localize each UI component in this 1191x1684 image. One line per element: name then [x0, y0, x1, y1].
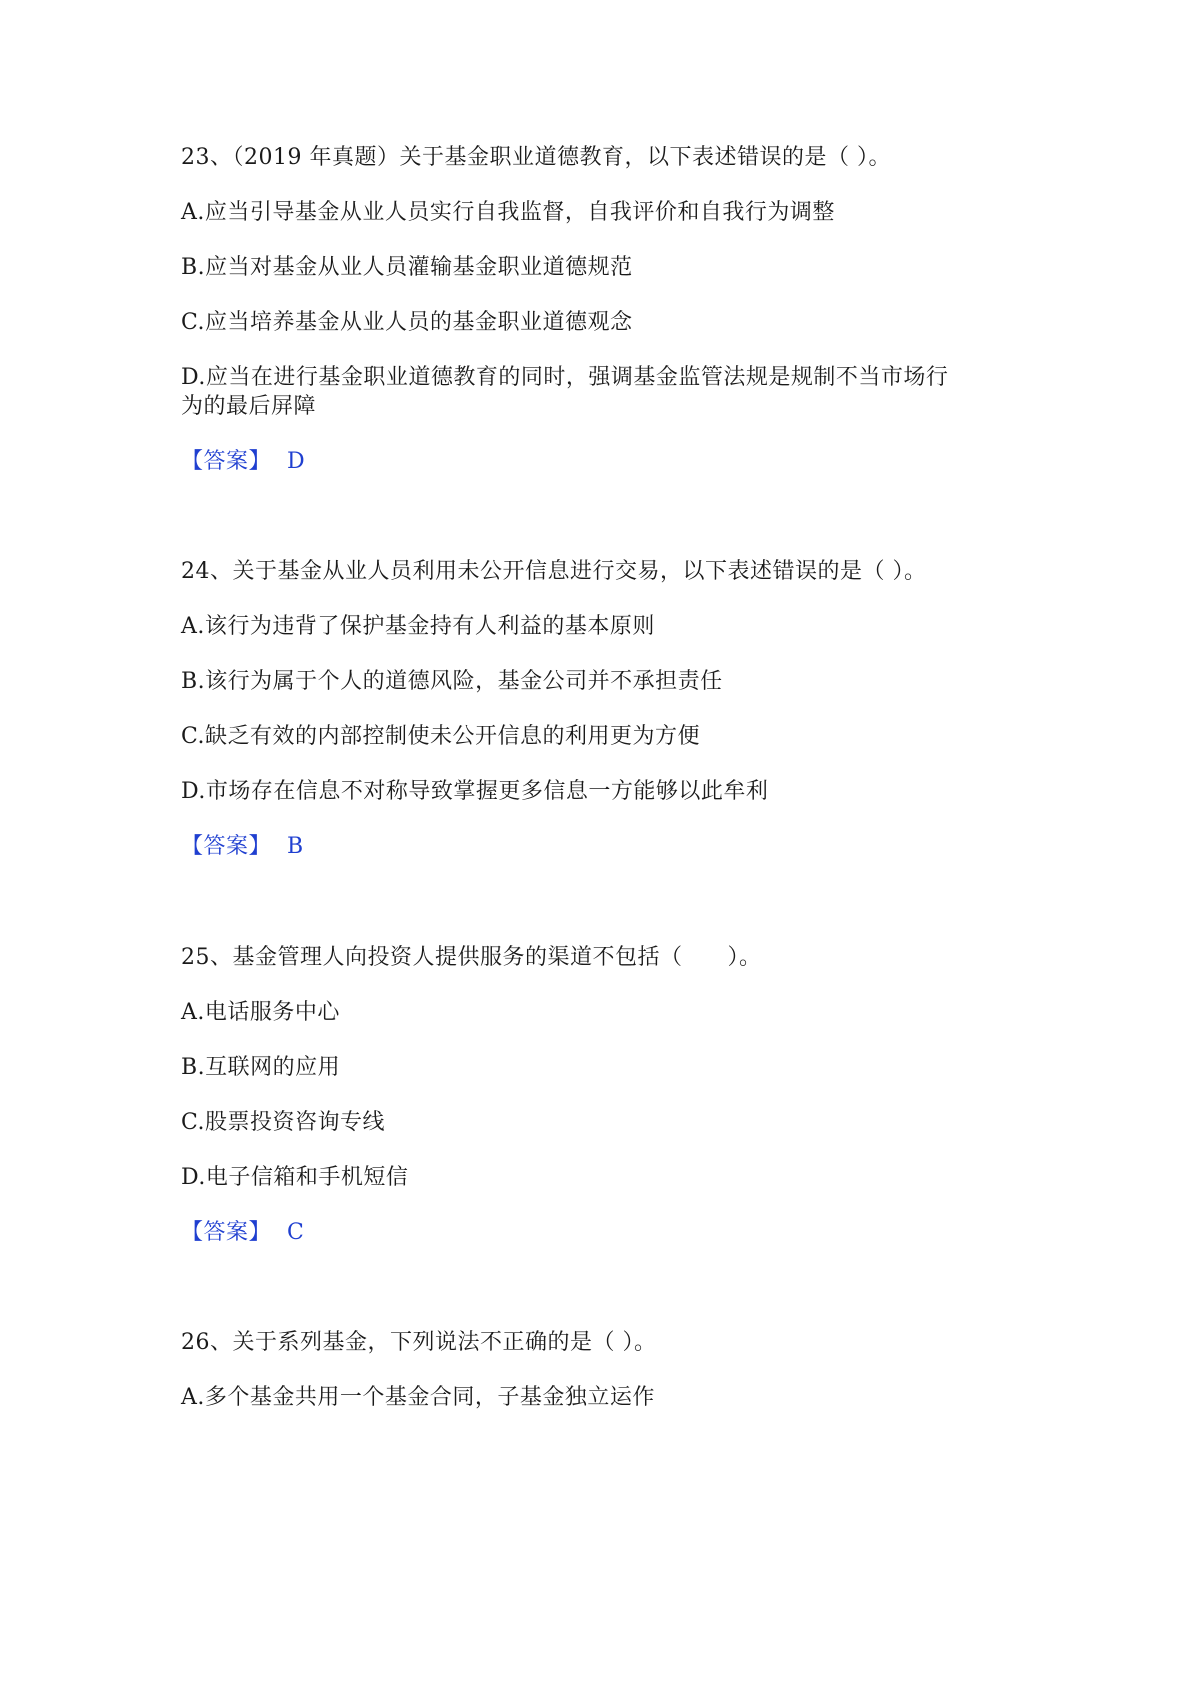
question-25-option-c: C.股票投资咨询专线: [181, 1110, 386, 1135]
question-23-option-a: A.应当引导基金从业人员实行自我监督，自我评价和自我行为调整: [181, 200, 835, 225]
question-23-option-d-continuation: 为的最后屏障: [181, 394, 317, 419]
question-26-option-a: A.多个基金共用一个基金合同，子基金独立运作: [181, 1385, 655, 1410]
answer-value: D: [287, 449, 306, 474]
question-25-option-a: A.电话服务中心: [181, 1000, 340, 1025]
question-24-option-a: A.该行为违背了保护基金持有人利益的基本原则: [181, 614, 655, 639]
question-25-answer: [181, 1218, 304, 1248]
question-24-stem: 24、关于基金从业人员利用未公开信息进行交易，以下表述错误的是（ ）。: [181, 559, 927, 584]
question-25-stem: 25、基金管理人向投资人提供服务的渠道不包括（ ）。: [181, 945, 762, 970]
question-23-option-c: C.应当培养基金从业人员的基金职业道德观念: [181, 310, 633, 335]
question-24-option-d: D.市场存在信息不对称导致掌握更多信息一方能够以此牟利: [181, 779, 769, 804]
answer-label: 【答案】: [181, 1220, 272, 1245]
question-23-stem: 23、（2019 年真题）关于基金职业道德教育，以下表述错误的是（ ）。: [181, 145, 891, 170]
question-26-stem: 26、关于系列基金，下列说法不正确的是（ ）。: [181, 1330, 657, 1355]
question-23-option-b: B.应当对基金从业人员灌输基金职业道德规范: [181, 255, 633, 280]
question-23-option-d: D.应当在进行基金职业道德教育的同时，强调基金监管法规是规制不当市场行: [181, 365, 949, 390]
answer-label: 【答案】: [181, 449, 272, 474]
question-25-option-d: D.电子信箱和手机短信: [181, 1165, 409, 1190]
question-24-option-b: B.该行为属于个人的道德风险，基金公司并不承担责任: [181, 669, 723, 694]
question-24-answer: [181, 832, 304, 862]
answer-label: 【答案】: [181, 834, 272, 859]
answer-value: C: [287, 1220, 305, 1245]
question-23-answer: [181, 447, 305, 477]
question-24-option-c: C.缺乏有效的内部控制使未公开信息的利用更为方便: [181, 724, 701, 749]
question-25-option-b: B.互联网的应用: [181, 1055, 341, 1080]
answer-value: B: [287, 834, 304, 859]
